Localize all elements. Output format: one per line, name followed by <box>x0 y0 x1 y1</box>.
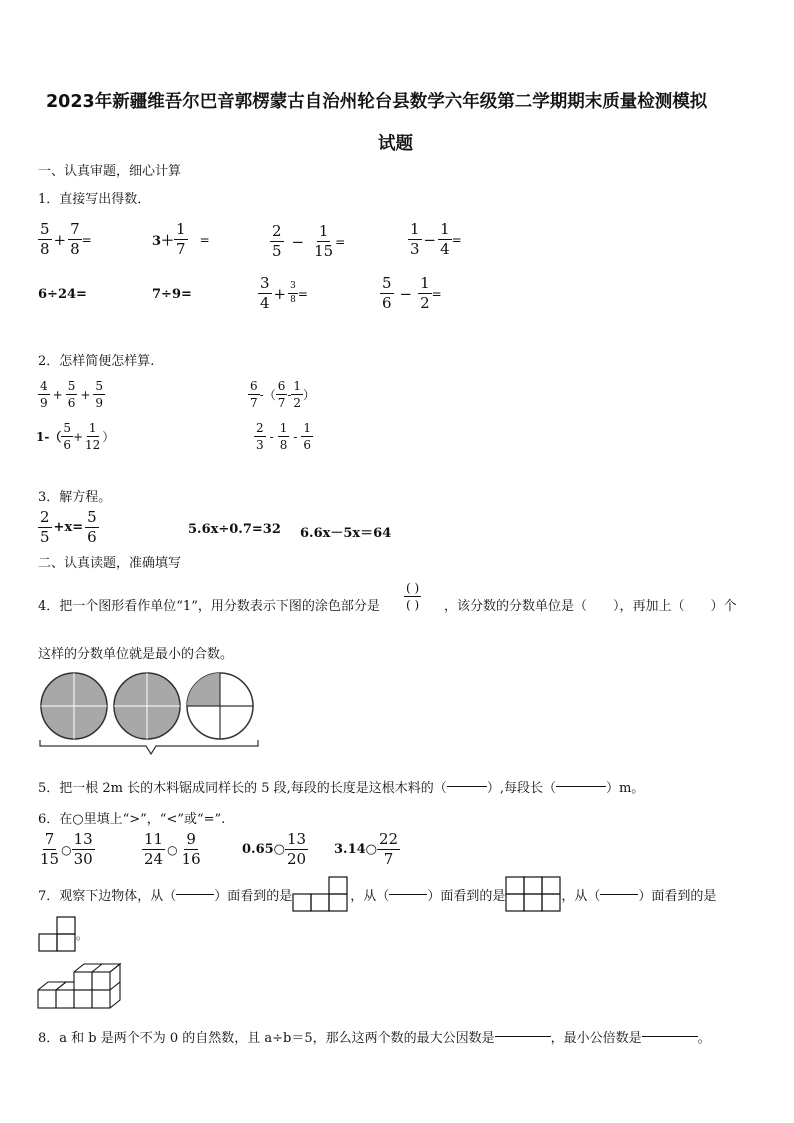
q1-expr-5: 6÷24= <box>38 287 87 302</box>
q5-blank-1[interactable] <box>447 786 487 787</box>
section1-header: 一、认真审题，细心计算 <box>38 164 182 179</box>
document-title-line2: 试题 <box>378 134 413 154</box>
q1-expr-8: $\frac{5}{6}$ − $\frac{1}{2}$ = <box>382 274 442 312</box>
q6-expr-4: 3.14○ $\frac{22}{7}$ <box>334 830 399 868</box>
q1-expr-2: 3＋ $\frac{1}{7}$ = <box>152 220 210 258</box>
q7-blank-2[interactable] <box>389 894 427 895</box>
q7-line: 7．观察下边物体，从（ ）面看到的是 ，从（ ）面看到的是 ，从（ ）面看到的是 <box>38 876 716 912</box>
document-title-line1: 2023年新疆维吾尔巴音郭楞蒙古自治州轮台县数学六年级第二学期期末质量检测模拟 <box>46 92 708 112</box>
view-shape-1-icon <box>292 876 350 912</box>
q3-expr-2: 5.6x÷0.7=32 <box>188 522 281 537</box>
q1-expr-3: $\frac{2}{5}$ − $\frac{1}{15}$ = <box>272 222 346 260</box>
cubes-3d-figure <box>36 962 126 1012</box>
q3-expr-1: $\frac{2}{5}$ +x= $\frac{5}{6}$ <box>40 508 97 546</box>
q5-line: 5．把一根 2m 长的木料锯成同样长的 5 段,每段的长度是这根木料的（ ）,每段长（ ）m。 <box>38 781 645 796</box>
view-shape-2-icon <box>505 876 561 912</box>
q4-answer-fraction[interactable]: ( ) ( ) <box>406 581 420 612</box>
q1-label: 1．直接写出得数． <box>38 192 151 207</box>
q2-label: 2．怎样简便怎样算. <box>38 354 155 369</box>
q6-expr-1: $\frac{7}{15}$ ○ $\frac{13}{30}$ <box>40 830 93 868</box>
q6-expr-3: 0.65○ $\frac{13}{20}$ <box>242 830 307 868</box>
q2-expr-4: $\frac{2}{3}$ - $\frac{1}{8}$ - $\frac{1}{6}$ <box>256 421 312 452</box>
q1-expr-1: $\frac{5}{8}$ + $\frac{7}{8}$ = <box>40 220 92 258</box>
q2-expr-2: $\frac{6}{7}$ -（ $\frac{6}{7}$ - $\frac{1}{2}$ ） <box>250 379 316 410</box>
q8-line: 8．a 和 b 是两个不为 0 的自然数，且 a÷b＝5，那么这两个数的最大公因数是 ，最小公倍数是 。 <box>38 1031 711 1046</box>
q2-expr-1: $\frac{4}{9}$ + $\frac{5}{6}$ + $\frac{5}{9}$ <box>40 379 104 410</box>
q1-expr-7: $\frac{3}{4}$ + $\frac{3}{8}$ = <box>260 274 308 312</box>
q6-expr-2: $\frac{11}{24}$ ○ $\frac{9}{16}$ <box>144 830 201 868</box>
brace-icon <box>40 740 258 754</box>
view-shape-3-icon <box>38 916 76 952</box>
q7-blank-1[interactable] <box>176 894 214 895</box>
q7-blank-3[interactable] <box>600 894 638 895</box>
q3-expr-3: 6.6x－5x＝64 <box>300 526 392 541</box>
section2-header: 二、认真读题，准确填写 <box>38 556 182 571</box>
circle-full-shaded-1-icon <box>41 673 107 739</box>
q5-blank-2[interactable] <box>556 786 606 787</box>
circle-full-shaded-2-icon <box>114 673 180 739</box>
q8-blank-2[interactable] <box>642 1036 698 1037</box>
q4-text-a: 4．把一个图形看作单位“1”，用分数表示下图的涂色部分是 <box>38 599 380 614</box>
q6-label: 6．在○里填上“>”，“<”或“=”. <box>38 812 226 827</box>
q7-view-shape-3-row: 。 <box>38 916 88 952</box>
q2-expr-3: 1-（ $\frac{5}{6}$ + $\frac{1}{12}$ ） <box>36 421 115 452</box>
circle-quarter-shaded-icon <box>187 673 253 739</box>
q1-expr-4: $\frac{1}{3}$ − $\frac{1}{4}$ = <box>410 220 462 258</box>
q4-text-c: 这样的分数单位就是最小的合数。 <box>38 647 234 662</box>
q3-label: 3．解方程。 <box>38 490 112 505</box>
q4-circles-figure <box>34 668 264 763</box>
q1-expr-6: 7÷9= <box>152 287 192 302</box>
q4-text-b: ，该分数的分数单位是（ ），再加上（ ）个 <box>444 599 737 614</box>
q8-blank-1[interactable] <box>495 1036 551 1037</box>
